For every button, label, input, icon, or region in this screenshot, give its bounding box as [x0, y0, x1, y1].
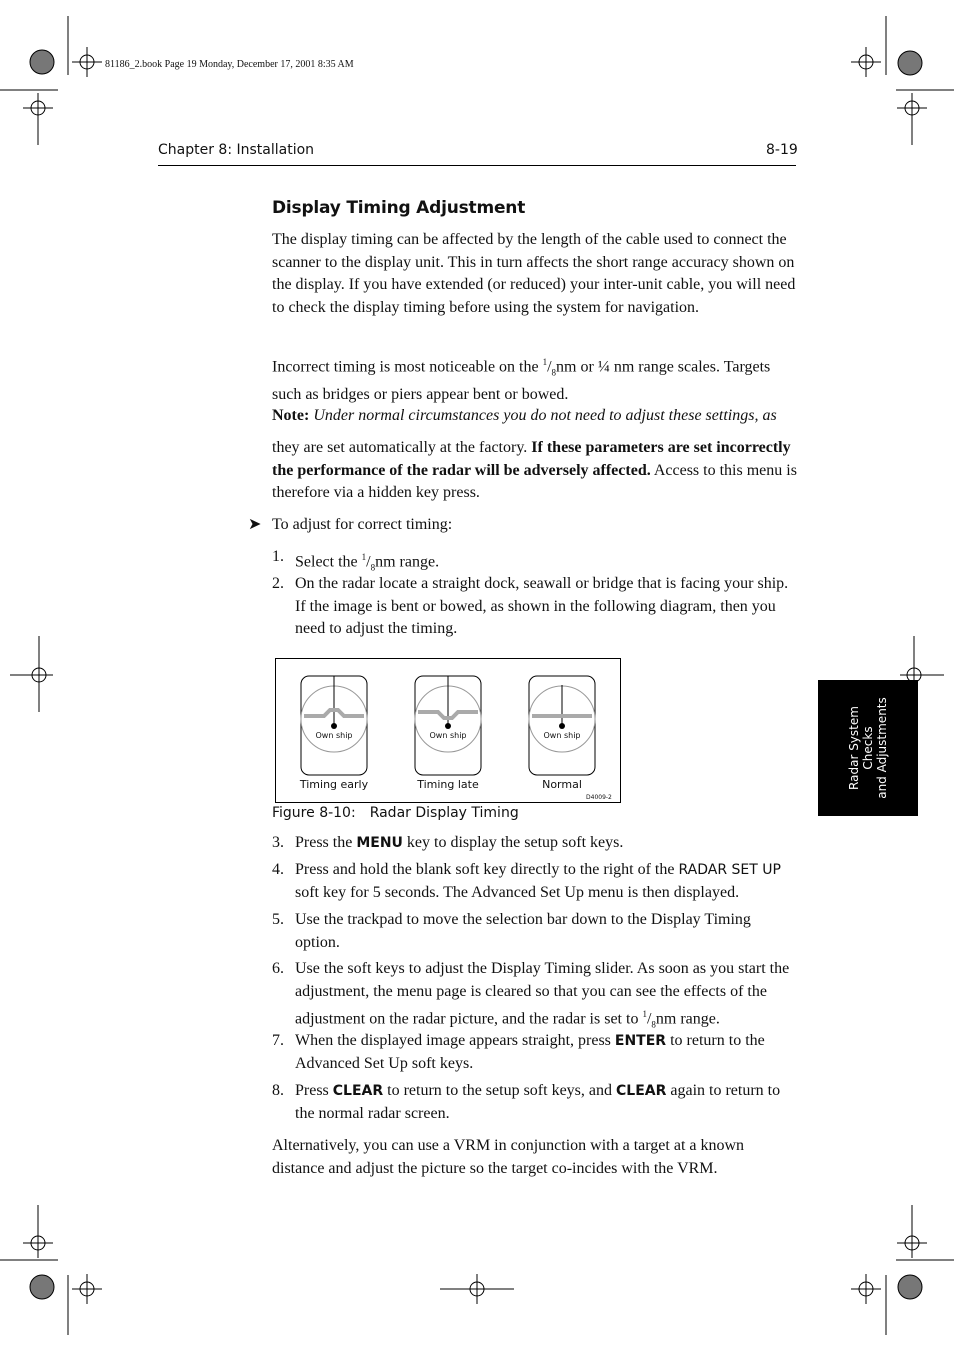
step-number: 2. — [272, 575, 284, 592]
fraction-numerator: 1 — [542, 357, 548, 367]
note-label: Note: — [272, 407, 310, 424]
fraction-denominator: 8 — [651, 1019, 656, 1030]
fraction-numerator: 1 — [361, 552, 367, 562]
timing-paragraph: Incorrect timing is most noticeable on the $^1/_8nm$ or ¼ nm range scales. Targets such as bridges or piers appear bent or bowed. — [272, 357, 771, 404]
step-text-before: Press and hold the blank soft key directly to the right of the — [295, 861, 679, 878]
figure-code: D4009-2 — [586, 794, 612, 801]
section-title: Display Timing Adjustment — [272, 198, 526, 218]
step-5 — [272, 909, 798, 954]
step-text-mid: to return to the setup soft keys, and — [383, 1082, 616, 1099]
menu-key: MENU — [356, 835, 403, 851]
fraction-numerator: 1 — [642, 1009, 647, 1019]
step-number: 1. — [272, 548, 284, 565]
note-line — [272, 405, 798, 428]
step-text-after: soft key for 5 seconds. The Advanced Set Up menu is then displayed. — [295, 883, 740, 901]
step-3 — [272, 832, 798, 855]
intro-paragraph: The display timing can be affected by the length of the cable used to connect the scanner to the display unit. This in turn affects the short range accuracy shown on the display. If you have extended (or reduced) your inter-unit cable, you will need to check the display timing before using the system for navigation. — [272, 231, 796, 316]
header-rule — [158, 165, 796, 166]
timing-late-label: Timing late — [417, 778, 479, 791]
step-text-before: Press the — [295, 834, 357, 851]
step-text-before: Use the soft keys to adjust the Display Timing slider. As soon as you start the adjustment, the menu page is cleared so that you can see the effects of the adjustment on the radar picture, and the radar is set to — [295, 960, 790, 1028]
timing-text-before: Incorrect timing is most noticeable on the — [272, 358, 543, 376]
side-tab — [818, 680, 918, 816]
step-number: 3. — [272, 834, 284, 851]
own-ship-label: Own ship — [543, 731, 581, 740]
note-italic: Under normal circumstances you do not need to adjust these settings, as — [313, 407, 777, 424]
step-text-before: Press — [295, 1082, 333, 1099]
step-7 — [272, 1030, 798, 1075]
timing-early-label: Timing early — [299, 778, 369, 791]
page-number: 8-19 — [766, 142, 798, 158]
note-bold: If these parameters are set incorrectly the performance of the radar will be adversely affected. — [272, 439, 791, 479]
step-4 — [272, 859, 798, 904]
step-2 — [272, 573, 798, 641]
step-6: 6. Use the soft keys to adjust the Display Timing slider. As soon as you start the adjustment, the menu page is cleared so that you can see the effects of the adjustment on the radar picture, and the radar is set to $^1/_8nm$ range. — [272, 960, 790, 1030]
step-1: 1. Select the $^1/_8nm$ range. — [272, 548, 440, 573]
clear-key: CLEAR — [332, 1083, 384, 1099]
procedure-intro: To adjust for correct timing: — [272, 516, 453, 533]
step-number: 8. — [272, 1082, 284, 1099]
step-text-after: key to display the setup soft keys. — [402, 834, 624, 851]
timing-text-after: nm or ¼ nm range scales. Targets such as bridges or piers appear bent or bowed. — [272, 358, 771, 404]
chapter-header: Chapter 8: Installation — [158, 142, 315, 158]
note-cont: they are set automatically at the factory. — [272, 439, 528, 456]
file-info: 81186_2.book Page 19 Monday, December 17, 2001 8:35 AM — [105, 59, 354, 70]
note-continuation — [272, 437, 798, 505]
step-text-before: Select the — [295, 553, 362, 571]
own-ship-label: Own ship — [429, 731, 467, 740]
clear-key: CLEAR — [616, 1083, 667, 1099]
procedure-arrow: ➤ — [248, 516, 262, 533]
figure-caption-title: Radar Display Timing — [369, 805, 519, 821]
radar-set-up-softkey: RADAR SET UP — [678, 862, 781, 878]
note-tail: Access to this menu is therefore via a hidden key press. — [272, 461, 797, 501]
step-number: 5. — [272, 911, 284, 928]
enter-key: ENTER — [614, 1033, 667, 1049]
side-tab-line1: Radar System Checks — [847, 706, 875, 790]
step-number: 4. — [272, 861, 284, 878]
fraction-denominator: 8 — [551, 367, 557, 378]
step-text: On the radar locate a straight dock, seawall or bridge that is facing your ship. If the image is bent or bowed, as shown in the following diagram, then you need to adjust the timing. — [295, 575, 789, 637]
step-text-after: to return to the Advanced Set Up soft keys. — [295, 1032, 765, 1072]
side-tab-line2: and Adjustments — [875, 697, 889, 799]
step-text-before: When the displayed image appears straight, press — [295, 1032, 615, 1049]
figure-caption — [272, 805, 519, 821]
radar-timing-figure — [275, 658, 621, 803]
final-paragraph: Alternatively, you can use a VRM in conjunction with a target at a known distance and adjust the picture so the target co-incides with the VRM. — [272, 1137, 745, 1177]
step-text: Use the trackpad to move the selection bar down to the Display Timing option. — [295, 911, 751, 951]
step-8 — [272, 1080, 798, 1125]
step-text-after: again to return to the normal radar screen. — [295, 1082, 781, 1122]
step-number: 6. — [272, 960, 284, 977]
own-ship-label: Own ship — [315, 731, 353, 740]
step-number: 7. — [272, 1032, 284, 1049]
fraction-denominator: 8 — [370, 562, 376, 573]
figure-caption-label: Figure 8-10: — [272, 805, 356, 821]
step-text-after: nm range. — [655, 1010, 720, 1028]
step-text-after: nm range. — [375, 553, 440, 571]
normal-label: Normal — [542, 778, 582, 791]
